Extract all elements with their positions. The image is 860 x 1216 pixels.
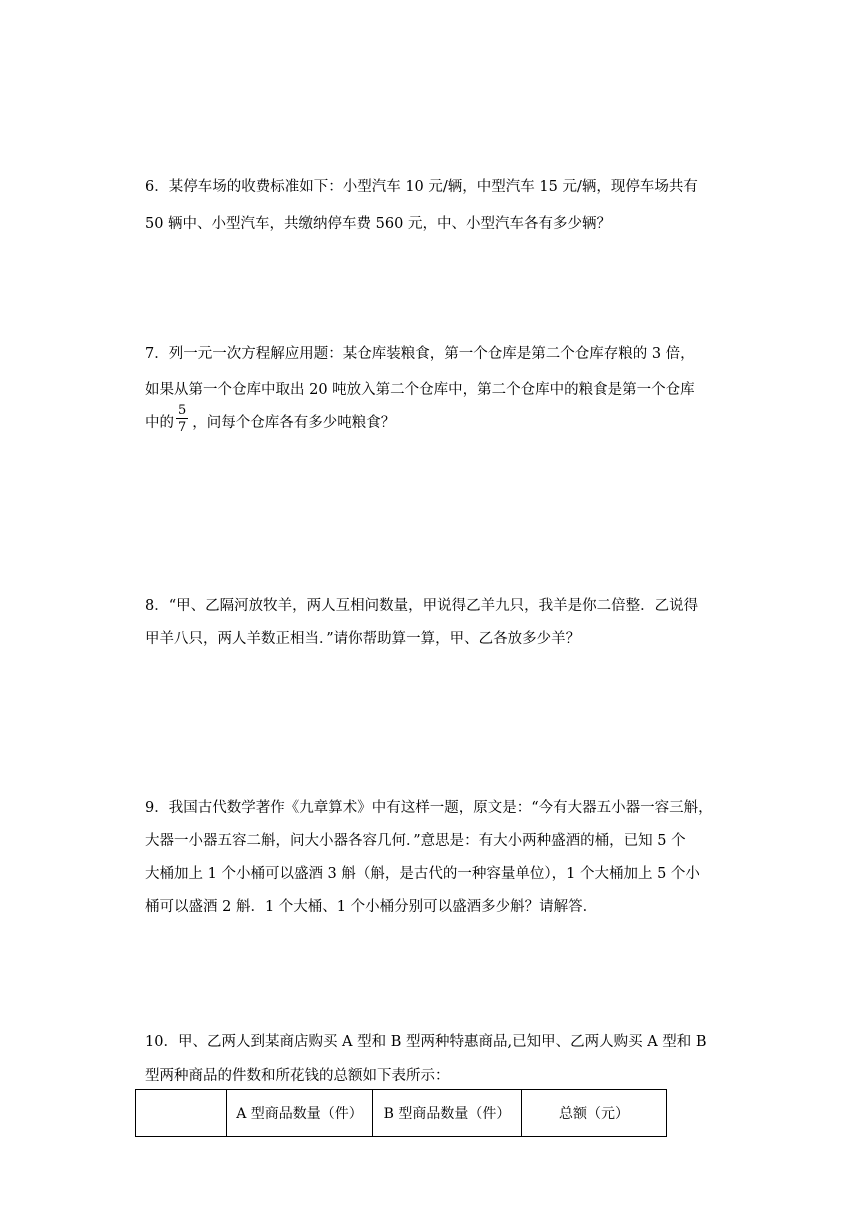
question-10-line-1: 10．甲、乙两人到某商店购买 A 型和 B 型两种特惠商品,已知甲、乙两人购买 A 型和 B: [145, 1034, 707, 1050]
question-7-line-3-suffix: ，问每个仓库各有多少吨粮食？: [192, 415, 396, 431]
question-9-line-4: 桶可以盛酒 2 斛．1 个大桶、1 个小桶分别可以盛酒多少斛？请解答．: [145, 899, 598, 915]
table-header-total: 总额（元）: [522, 1090, 667, 1137]
question-9-line-3: 大桶加上 1 个小桶可以盛酒 3 斛（斛，是古代的一种容量单位），1 个大桶加上 5 个小: [145, 866, 700, 882]
question-6-line-2: 50 辆中、小型汽车，共缴纳停车费 560 元，中、小型汽车各有多少辆？: [145, 216, 611, 232]
table-header-a-quantity: A 型商品数量（件）: [227, 1090, 373, 1137]
question-9-line-2: 大器一小器五容二斛，问大小器各容几何．”意思是：有大小两种盛酒的桶，已知 5 个: [145, 833, 686, 849]
question-8-line-1: 8．“甲、乙隔河放牧羊，两人互相问数量，甲说得乙羊九只，我羊是你二倍整．乙说得: [145, 598, 699, 614]
question-7-line-1: 7．列一元一次方程解应用题：某仓库装粮食，第一个仓库是第二个仓库存粮的 3 倍，: [145, 346, 695, 362]
question-10-line-2: 型两种商品的件数和所花钱的总额如下表所示：: [145, 1068, 450, 1084]
fraction-denominator: 7: [178, 420, 187, 435]
table-header-b-quantity: B 型商品数量（件）: [373, 1090, 522, 1137]
question-7-line-2: 如果从第一个仓库中取出 20 吨放入第二个仓库中，第二个仓库中的粮食是第一个仓库: [145, 382, 695, 398]
fraction-numerator: 5: [178, 403, 187, 418]
question-6-line-1: 6．某停车场的收费标准如下：小型汽车 10 元/辆，中型汽车 15 元/辆，现停车场共有: [145, 179, 698, 195]
table-header-row: [136, 1090, 667, 1137]
question-8-line-2: 甲羊八只，两人羊数正相当．”请你帮助算一算，甲、乙各放多少羊？: [145, 631, 581, 647]
fraction-five-sevenths: [176, 404, 188, 434]
table-header-blank: [136, 1090, 227, 1137]
purchase-table: [135, 1089, 667, 1137]
question-7-line-3-prefix: 中的: [145, 415, 174, 431]
question-7-line-3: [145, 403, 396, 438]
question-9-line-1: 9．我国古代数学著作《九章算术》中有这样一题，原文是：“今有大器五小器一容三斛，: [145, 800, 713, 816]
